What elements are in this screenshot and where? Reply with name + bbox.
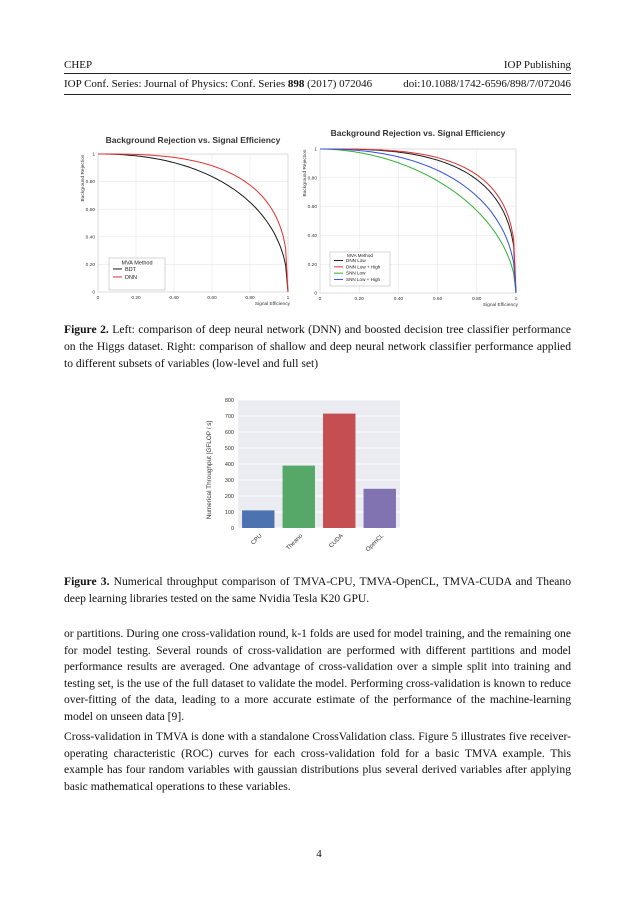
figure2-caption-text: Left: comparison of deep neural network (DNN) and boosted decision tree classifier performance on the Higgs dataset. Right: comparison of shallow and deep neural network classifier performance applied to different subsets of variables (low-level and full set) xyxy=(64,323,571,370)
fig2-right-legend-entry: SNN Low xyxy=(346,270,366,276)
figure2-caption xyxy=(64,321,571,372)
header-rule-top xyxy=(64,73,571,74)
fig2-right-legend-title: MVA Method xyxy=(347,253,373,259)
body-paragraph-2: Cross-validation in TMVA is done with a standalone CrossValidation class. Figure 5 illustrates five receiver-operating characteristic (ROC) curves for each cross-validation fold for a basic TMVA example. This example has four random variables with gaussian distributions plus several derived variables after applying basic mathematical operations to these variables. xyxy=(64,730,571,793)
bar-chart-ytick: 200 xyxy=(224,494,234,500)
fig2-right-xtick: 0 xyxy=(318,297,322,302)
fig2-left-ytick: 0.60 xyxy=(85,207,95,213)
bar-chart-ytick: 300 xyxy=(224,478,234,484)
fig2-left-ytick: 0 xyxy=(92,290,95,296)
fig2-right-title: Background Rejection vs. Signal Efficiency xyxy=(330,128,506,138)
fig2-left-xtick: 1 xyxy=(286,296,290,301)
header-doi: doi:10.1088/1742-6596/898/7/072046 xyxy=(403,78,571,90)
fig2-left-xtick: 0.80 xyxy=(245,296,255,301)
bar-chart-ylabel: Numerical Throughput [GFLOP / s] xyxy=(206,420,213,520)
bar-theano xyxy=(283,466,315,528)
fig2-left-xtick: 0 xyxy=(96,296,100,301)
bar-chart-ytick: 700 xyxy=(224,414,234,420)
fig2-left-ytick: 1 xyxy=(92,152,95,158)
fig2-right-legend-entry: SNN Low + High xyxy=(346,276,381,282)
fig2-right-ylabel: Background Rejection xyxy=(303,149,308,197)
bar-chart-xtick: Theano xyxy=(285,533,305,552)
fig2-right-ytick: 0.40 xyxy=(307,234,317,239)
fig2-right-ytick: 0.60 xyxy=(307,205,317,211)
figure3-caption xyxy=(64,573,571,607)
fig2-left-ytick: 0.80 xyxy=(85,180,95,186)
body-paragraph-1: or partitions. During one cross-validation round, k-1 folds are used for model training, and the remaining one for model testing. Several rounds of cross-validation are performed with different partitions and model performance results are averaged. One advantage of cross-validation over a simple split into training and testing set, is the use of the full dataset to validate the model. Performing cross-validation is known to reduce over-fitting of the data, leading to a more accurate estimate of the performance of the machine-learning model on unseen data [9]. xyxy=(64,627,571,723)
fig2-right-xtick: 0.60 xyxy=(432,297,443,302)
fig2-right-ytick: 0 xyxy=(314,291,317,297)
fig2-right-xtick: 0.40 xyxy=(393,297,404,302)
fig2-left-title: Background Rejection vs. Signal Efficiency xyxy=(105,135,281,145)
header-rule-bottom xyxy=(64,94,571,95)
fig2-left-xlabel: Signal Efficiency xyxy=(254,302,290,307)
bar-opencl xyxy=(364,489,396,528)
page-number: 4 xyxy=(316,848,322,860)
bar-chart-ytick: 800 xyxy=(224,398,234,404)
bar-chart-ytick: 400 xyxy=(224,462,234,468)
bar-cuda xyxy=(323,414,355,528)
fig2-left-xtick: 0.40 xyxy=(169,296,179,301)
figure2-right-plot xyxy=(296,122,544,312)
fig2-left-ylabel: Background Rejection xyxy=(81,154,86,202)
figure3-caption-text: Numerical throughput comparison of TMVA-CPU, TMVA-OpenCL, TMVA-CUDA and Theano deep learning libraries tested on the same Nvidia Tesla K20 GPU. xyxy=(64,575,571,605)
bar-chart-ytick: 600 xyxy=(224,430,234,436)
fig2-left-legend-entry: DNN xyxy=(125,274,137,281)
bar-chart-xtick: CPU xyxy=(250,533,264,547)
fig2-left-ytick: 0.20 xyxy=(85,263,95,268)
fig2-left-ytick: 0.40 xyxy=(85,235,95,241)
fig2-left-xtick: 0.60 xyxy=(207,296,217,301)
figure3-bar-chart xyxy=(198,392,410,558)
bar-chart-ytick: 100 xyxy=(224,510,234,516)
figure3-caption-label: Figure 3. xyxy=(64,575,110,588)
fig2-right-xtick: 1 xyxy=(514,297,518,302)
fig2-left-legend-title: MVA Method xyxy=(121,260,153,267)
figure2-caption-label: Figure 2. xyxy=(64,323,109,336)
fig2-right-xtick: 0.80 xyxy=(472,297,482,302)
header-year: (2017) 072046 xyxy=(304,78,373,90)
header-series-text: IOP Conf. Series: Journal of Physics: Conf. Series xyxy=(64,78,288,90)
bar-chart-ytick: 0 xyxy=(230,526,234,532)
figure2-left-plot xyxy=(81,128,312,312)
fig2-right-xtick: 0.20 xyxy=(354,297,364,302)
header-journal: CHEP xyxy=(64,59,93,71)
bar-chart-xtick: OpenCL xyxy=(365,533,386,554)
fig2-right-ytick: 1 xyxy=(314,147,317,153)
fig2-left-xtick: 0.20 xyxy=(131,296,141,301)
header-publisher: IOP Publishing xyxy=(503,59,571,71)
bar-chart-xtick: CUDA xyxy=(328,533,345,550)
bar-chart-ytick: 500 xyxy=(224,446,234,452)
fig2-right-legend-entry: DNN Low xyxy=(346,258,366,264)
fig2-right-xlabel: Signal Efficiency xyxy=(482,303,518,308)
fig2-right-legend-entry: DNN Low + High xyxy=(346,264,381,270)
fig2-left-legend-entry: BDT xyxy=(125,266,136,273)
bar-cpu xyxy=(242,510,274,528)
fig2-right-ytick: 0.20 xyxy=(307,262,317,268)
fig2-right-ytick: 0.80 xyxy=(307,176,317,182)
header-volume: 898 xyxy=(287,78,305,90)
header-series xyxy=(64,78,372,90)
